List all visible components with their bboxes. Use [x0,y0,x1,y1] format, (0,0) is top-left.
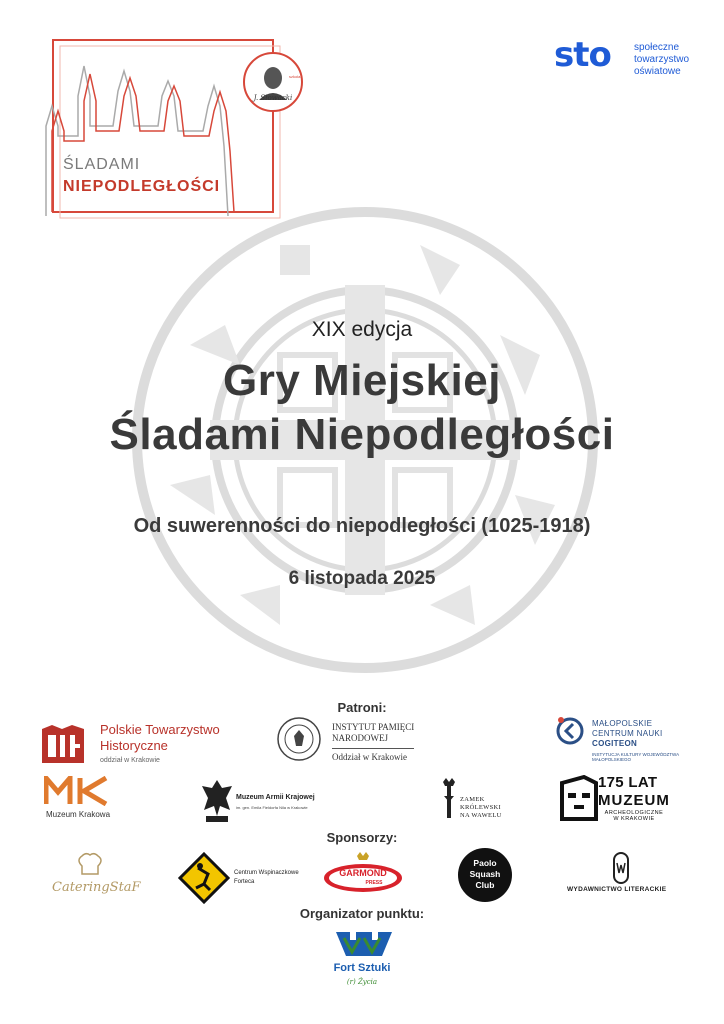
ipn-name: INSTYTUT PAMIĘCI NARODOWEJ [332,722,415,743]
sponsors-heading: Sponsorzy: [326,830,398,845]
muzeum-krakowa-icon [44,776,114,806]
wydawnictwo-literackie-name: WYDAWNICTWO LITERACKIE [567,886,667,893]
pth-name: Polskie Towarzystwo Historyczne [100,722,220,753]
eagle-icon [200,776,234,824]
mhk-sub: ARCHEOLOGICZNE W KRAKOWIE [604,810,664,822]
muzeum-krakowa-name: Muzeum Krakowa [46,810,111,819]
garmond-press-logo [322,852,404,894]
svg-text:GARMOND: GARMOND [339,868,387,878]
ipn-divider [332,748,414,749]
wawel-icon [441,776,457,820]
svg-text:szkoła: szkoła [289,74,301,79]
mak-sub: im. gen. Emila Fieldorfa Nila w Krakowie [236,805,308,810]
subtitle: Od suwerenności do niepodległości (1025-1918) [133,515,591,537]
paolo-squash-club-logo: Paolo Squash Club [458,848,512,902]
fort-sztuki-sub: (r) Życia [346,978,378,986]
organizer-heading: Organizator punktu: [299,906,425,921]
title-line-2: Śladami Niepodległości [109,410,615,459]
edition-label: XIX edycja [311,318,413,341]
pth-sub: oddział w Krakowie [100,757,160,764]
forteca-name: Centrum Wspinaczkowe Forteca [234,870,299,885]
cogiteon-icon [555,716,585,746]
slowacki-badge [243,52,303,112]
wydawnictwo-literackie-icon [611,851,631,885]
svg-text:PRESS: PRESS [365,880,383,886]
climbing-sign-icon [178,852,230,904]
ipn-seal-icon [276,716,322,762]
sto-text: społeczne towarzystwo oświatowe [634,42,690,77]
event-date: 6 listopada 2025 [288,568,436,589]
catering-name: CateringStaF [52,880,141,895]
logo-line-2: NIEPODLEGŁOŚCI [63,178,221,195]
logo-line-1: ŚLADAMI [63,156,141,173]
chef-hat-icon [76,852,104,876]
cogiteon-name: MAŁOPOLSKIE CENTRUM NAUKI COGITEON [592,719,663,748]
cogiteon-sub: INSTYTUCJA KULTURY WOJEWÓDZTWA MAŁOPOLSKIEGO [592,752,679,762]
badge-signature: J. Słowacki [253,94,293,102]
mhk-muzeum: MUZEUM [598,792,670,809]
patrons-heading: Patroni: [337,700,387,715]
mak-name: Muzeum Armii Krajowej [236,794,315,801]
fort-sztuki-icon [334,928,394,960]
sto-mark: sto [554,35,611,75]
pth-logo-icon [40,725,86,765]
fort-sztuki-name: Fort Sztuki [333,962,391,974]
title-line-1: Gry Miejskiej [223,356,501,405]
wawel-name: ZAMEK KRÓLEWSKI NA WAWELU [460,796,502,819]
ipn-sub: Oddział w Krakowie [332,752,407,762]
mhk-anniversary: 175 LAT [598,774,658,791]
